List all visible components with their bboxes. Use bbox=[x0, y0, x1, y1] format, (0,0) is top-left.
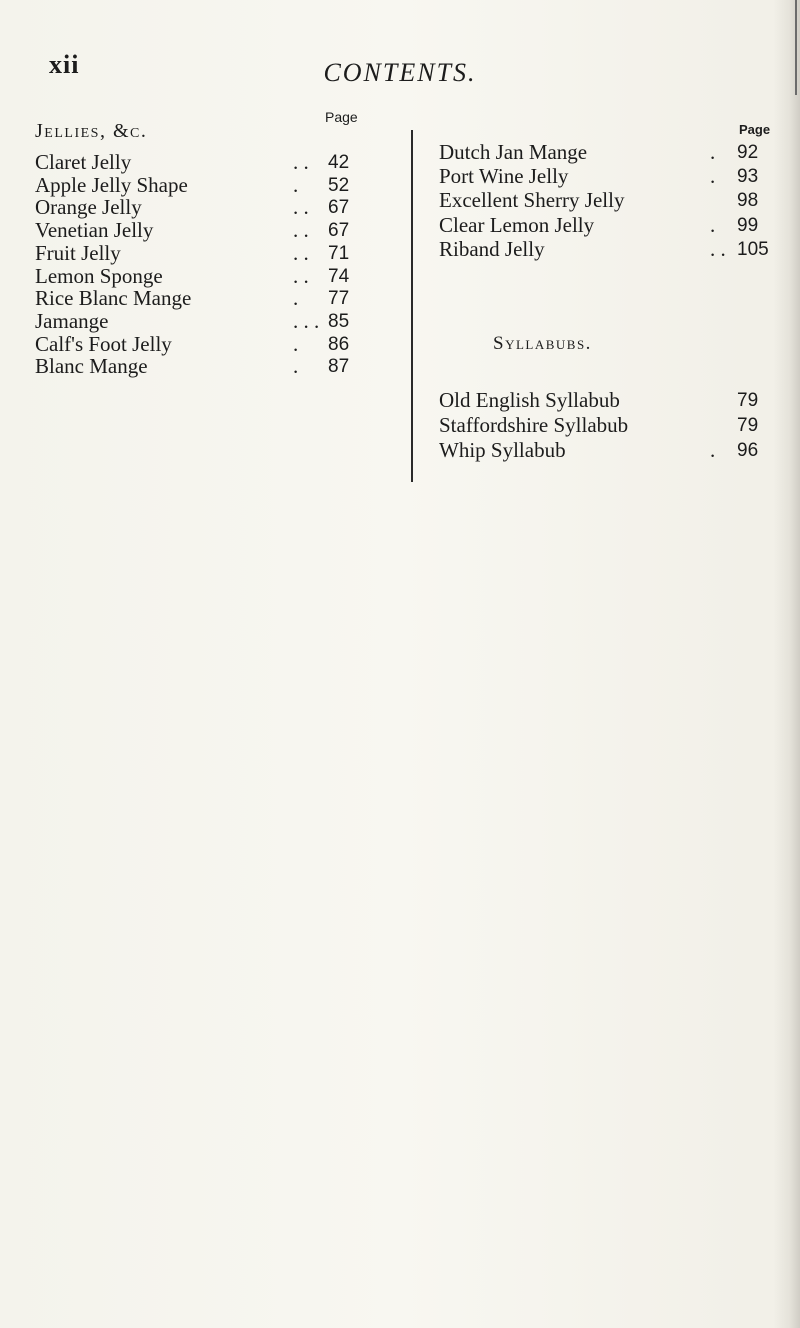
toc-entry-page: 42 bbox=[328, 152, 350, 173]
toc-entry-page: 52 bbox=[328, 174, 350, 196]
toc-entry-title: Rice Blanc Mange bbox=[35, 286, 192, 311]
toc-entry-title: Orange Jelly bbox=[35, 195, 142, 220]
toc-entry bbox=[439, 439, 769, 462]
toc-entry-title: Blanc Mange bbox=[35, 354, 148, 379]
section-title-syllabubs: Syllabubs. bbox=[493, 333, 592, 354]
toc-entry bbox=[35, 219, 375, 242]
toc-entry-title: Riband Jelly bbox=[439, 236, 545, 261]
page-column-label-left: Page bbox=[325, 109, 358, 125]
toc-entry bbox=[439, 141, 769, 164]
toc-entry-leader: . . bbox=[293, 195, 309, 220]
toc-entry-leader: . bbox=[293, 286, 299, 311]
toc-entry-leader: . . bbox=[293, 263, 309, 288]
toc-entry bbox=[35, 151, 375, 174]
toc-entry-leader: . . bbox=[293, 240, 309, 265]
toc-entry-title: Fruit Jelly bbox=[35, 240, 121, 265]
toc-entry-page: 67 bbox=[328, 197, 350, 219]
toc-entry-page: 98 bbox=[737, 190, 759, 212]
toc-entry-leader: . bbox=[710, 164, 716, 189]
toc-entry-leader: . bbox=[710, 438, 716, 462]
page-edge-shadow bbox=[774, 0, 800, 1328]
toc-entry-leader: . bbox=[293, 354, 299, 379]
toc-entry bbox=[35, 333, 375, 356]
toc-entry bbox=[35, 196, 375, 219]
toc-entry-title: Venetian Jelly bbox=[35, 218, 154, 243]
toc-entry-page: 79 bbox=[737, 390, 759, 411]
toc-entry bbox=[439, 414, 769, 437]
toc-entry-page: 99 bbox=[737, 214, 759, 236]
toc-entry-page: 105 bbox=[737, 238, 769, 260]
page-column-label-right: Page bbox=[739, 122, 771, 137]
toc-entry bbox=[439, 238, 769, 261]
toc-entry bbox=[439, 189, 769, 212]
section-title-jellies: Jellies, &c. bbox=[35, 120, 148, 142]
toc-entry-leader: . . . bbox=[293, 308, 320, 333]
toc-entry-page: 77 bbox=[328, 288, 350, 310]
toc-entry bbox=[439, 214, 769, 237]
toc-entry-title: Clear Lemon Jelly bbox=[439, 212, 595, 237]
toc-entry bbox=[439, 165, 769, 188]
page-number: xii bbox=[49, 50, 80, 79]
running-head: CONTENTS. bbox=[323, 58, 477, 87]
toc-entry-page: 96 bbox=[737, 440, 759, 461]
column-divider bbox=[411, 130, 413, 482]
toc-entry-leader: . bbox=[710, 212, 716, 237]
toc-entry-page: 67 bbox=[328, 220, 350, 242]
toc-entry-page: 79 bbox=[737, 415, 759, 436]
toc-entry bbox=[35, 310, 375, 333]
toc-entry-title: Old English Syllabub bbox=[439, 388, 620, 412]
toc-entry-leader: . . bbox=[293, 150, 309, 174]
toc-entry-page: 93 bbox=[737, 166, 759, 188]
toc-entry-title: Dutch Jan Mange bbox=[439, 140, 588, 164]
toc-entry-leader: . . bbox=[293, 218, 309, 243]
toc-entry bbox=[439, 389, 769, 412]
toc-entry-title: Calf's Foot Jelly bbox=[35, 331, 172, 356]
toc-entry-title: Lemon Sponge bbox=[35, 263, 163, 288]
toc-entry bbox=[35, 287, 375, 310]
toc-entry-page: 87 bbox=[328, 356, 350, 378]
toc-entry-leader: . bbox=[293, 172, 299, 197]
toc-entry-page: 85 bbox=[328, 310, 350, 332]
toc-entry bbox=[35, 265, 375, 288]
toc-entry bbox=[35, 355, 375, 378]
toc-entry-title: Port Wine Jelly bbox=[439, 164, 569, 189]
toc-entry-page: 86 bbox=[328, 333, 350, 355]
toc-entry-leader: . bbox=[710, 140, 716, 164]
toc-entry-page: 92 bbox=[737, 142, 759, 163]
toc-entry bbox=[35, 174, 375, 197]
toc-entry-leader: . bbox=[293, 331, 299, 356]
toc-entry bbox=[35, 242, 375, 265]
toc-entry-title: Whip Syllabub bbox=[439, 438, 566, 462]
toc-entry-title: Apple Jelly Shape bbox=[35, 172, 188, 197]
toc-entry-leader: . . bbox=[710, 236, 726, 261]
toc-entry-title: Staffordshire Syllabub bbox=[439, 413, 629, 437]
toc-entry-page: 74 bbox=[328, 265, 350, 287]
toc-entry-title: Claret Jelly bbox=[35, 150, 132, 174]
toc-entry-title: Jamange bbox=[35, 308, 109, 333]
toc-entry-page: 71 bbox=[328, 242, 350, 264]
toc-entry-title: Excellent Sherry Jelly bbox=[439, 188, 625, 213]
